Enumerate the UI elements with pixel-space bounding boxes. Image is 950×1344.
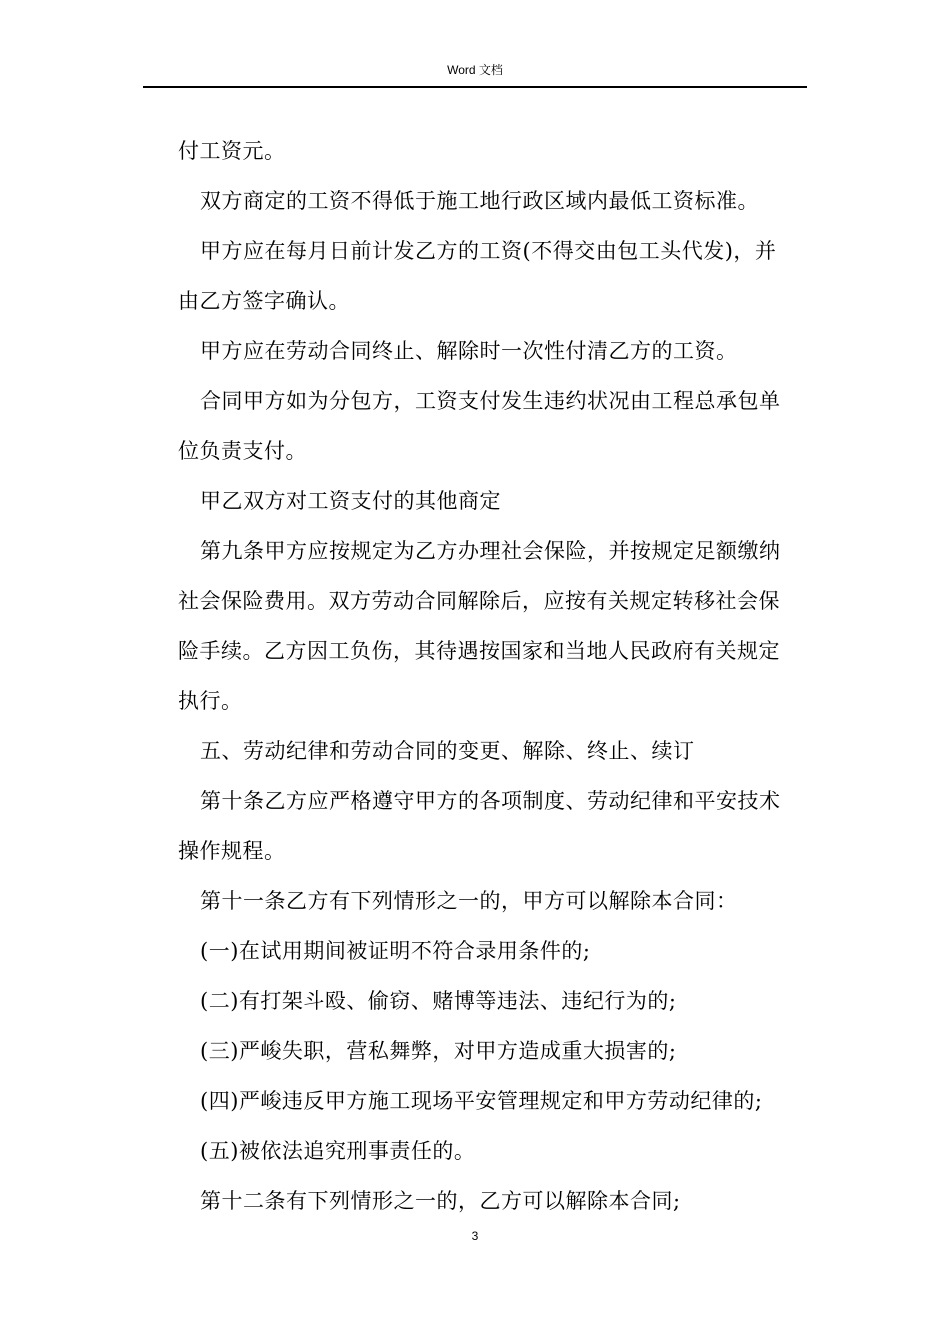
list-item: (二)有打架斗殴、偷窃、赌博等违法、违纪行为的;: [200, 989, 677, 1013]
text-line: 由乙方签字确认。: [178, 289, 350, 313]
text-line: 付工资元。: [178, 139, 286, 163]
text-line: 双方商定的工资不得低于施工地行政区域内最低工资标准。: [200, 189, 759, 213]
document-body: [178, 126, 808, 1226]
list-item: (三)严峻失职，营私舞弊，对甲方造成重大损害的;: [200, 1039, 677, 1063]
page-header-title: Word 文档: [447, 63, 503, 77]
text-line: 执行。: [178, 689, 243, 713]
text-line: 第十二条有下列情形之一的，乙方可以解除本合同;: [200, 1189, 681, 1213]
text-line: 操作规程。: [178, 839, 286, 863]
text-line: 险手续。乙方因工负伤，其待遇按国家和当地人民政府有关规定: [178, 639, 780, 663]
text-line: 第十条乙方应严格遵守甲方的各项制度、劳动纪律和平安技术: [200, 789, 781, 813]
list-item: (一)在试用期间被证明不符合录用条件的;: [200, 939, 591, 963]
text-line: 社会保险费用。双方劳动合同解除后，应按有关规定转移社会保: [178, 589, 780, 613]
text-line: 甲乙双方对工资支付的其他商定: [200, 489, 501, 513]
text-line: 甲方应在劳动合同终止、解除时一次性付清乙方的工资。: [200, 339, 738, 363]
section-heading: 五、劳动纪律和劳动合同的变更、解除、终止、续订: [200, 739, 695, 763]
text-line: 位负责支付。: [178, 439, 307, 463]
text-line: 第九条甲方应按规定为乙方办理社会保险，并按规定足额缴纳: [200, 539, 781, 563]
page-number: 3: [471, 1229, 479, 1243]
header-divider: [143, 86, 807, 88]
text-line: 第十一条乙方有下列情形之一的，甲方可以解除本合同：: [200, 889, 738, 913]
text-line: 合同甲方如为分包方，工资支付发生违约状况由工程总承包单: [200, 389, 781, 413]
text-line: 甲方应在每月日前计发乙方的工资(不得交由包工头代发)，并: [200, 239, 777, 263]
list-item: (五)被依法追究刑事责任的。: [200, 1139, 476, 1163]
list-item: (四)严峻违反甲方施工现场平安管理规定和甲方劳动纪律的;: [200, 1089, 763, 1113]
